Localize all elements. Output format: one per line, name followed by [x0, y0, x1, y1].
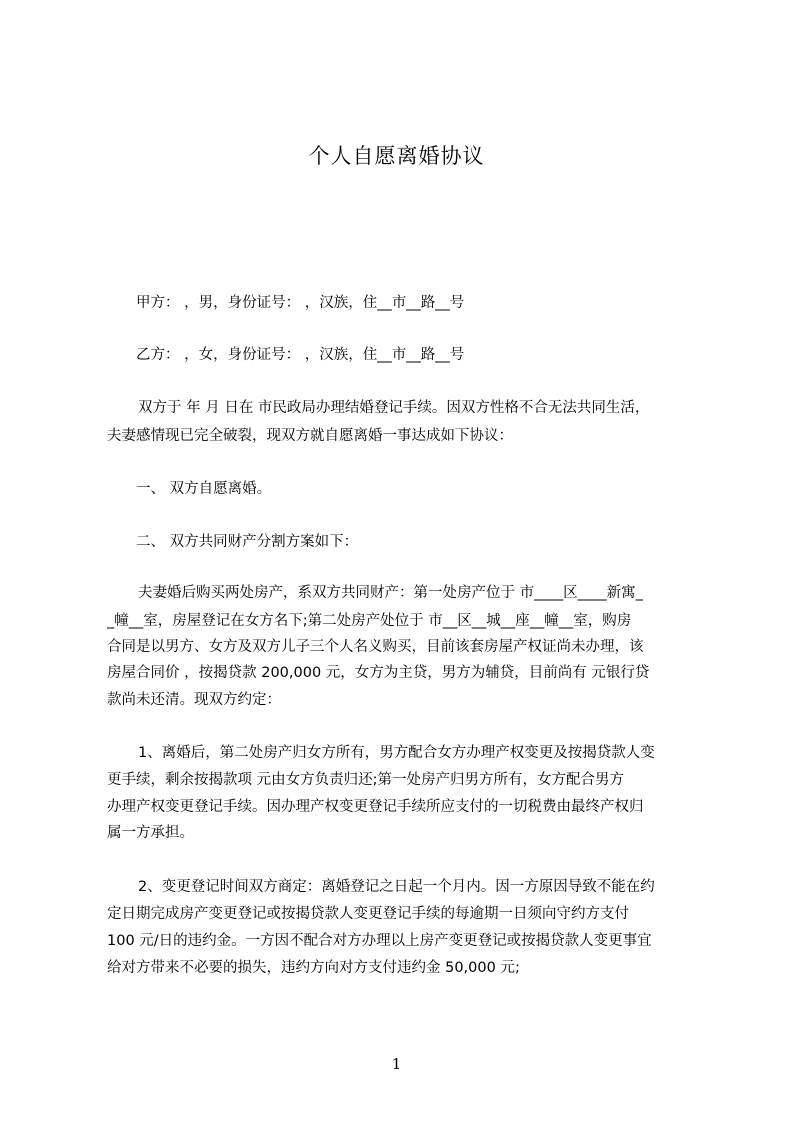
- agreement-item-1-line-3: 办理产权变更登记手续。因办理产权变更登记手续所应支付的一切税费由最终产权归: [107, 799, 644, 815]
- agreement-item-2-line-4: 给对方带来不必要的损失，违约方向对方支付违约金 50,000 元;: [107, 960, 520, 976]
- property-paragraph-line-5: 款尚未还清。现双方约定：: [107, 692, 281, 708]
- property-paragraph-line-1: 夫妻婚后购买两处房产，系双方共同财产：第一处房产位于 市____区____新寓_: [138, 585, 643, 601]
- agreement-item-1-line-4: 属一方承担。: [107, 825, 194, 841]
- agreement-item-2-line-1: 2、变更登记时间双方商定：离婚登记之日起一个月内。因一方原因导致不能在约: [138, 879, 655, 895]
- paragraph-intro-line-1: 双方于 年 月 日在 市民政局办理结婚登记手续。因双方性格不合无法共同生活，: [138, 400, 650, 416]
- agreement-item-2-line-3: 100 元/日的违约金。一方因不配合对方办理以上房产变更登记或按揭贷款人变更事宜: [107, 933, 652, 949]
- paragraph-intro-line-2: 夫妻感情现已完全破裂，现双方就自愿离婚一事达成如下协议：: [107, 428, 513, 444]
- page-number: 1: [391, 1055, 402, 1073]
- property-paragraph-line-4: 房屋合同价 ，按揭贷款 200,000 元，女方为主贷，男方为辅贷，目前尚有 元银行贷: [107, 665, 650, 681]
- paragraph-party-a: 甲方： ，男，身份证号： ，汉族，住__市__路__号: [136, 295, 465, 311]
- property-paragraph-line-2: _幢__室，房屋登记在女方名下;第二处房产处位于 市__区__城__座__幢__室，购房: [107, 613, 632, 629]
- property-paragraph-line-3: 合同是以男方、女方及双方儿子三个人名义购买，目前该套房屋产权证尚未办理，该: [107, 639, 644, 655]
- paragraph-party-b: 乙方： ，女，身份证号： ，汉族，住__市__路__号: [136, 347, 465, 363]
- agreement-item-1-line-2: 更手续，剩余按揭款项 元由女方负责归还;第一处房产归男方所有，女方配合男方: [107, 772, 624, 788]
- clause-two: 二、 双方共同财产分割方案如下：: [136, 534, 359, 550]
- clause-one: 一、 双方自愿离婚。: [136, 481, 272, 497]
- agreement-item-1-line-1: 1、离婚后，第二处房产归女方所有，男方配合女方办理产权变更及按揭贷款人变: [138, 745, 655, 761]
- document-title: 个人自愿离婚协议: [308, 144, 485, 168]
- agreement-item-2-line-2: 定日期完成房产变更登记或按揭贷款人变更登记手续的每逾期一日须向守约方支付: [107, 906, 629, 922]
